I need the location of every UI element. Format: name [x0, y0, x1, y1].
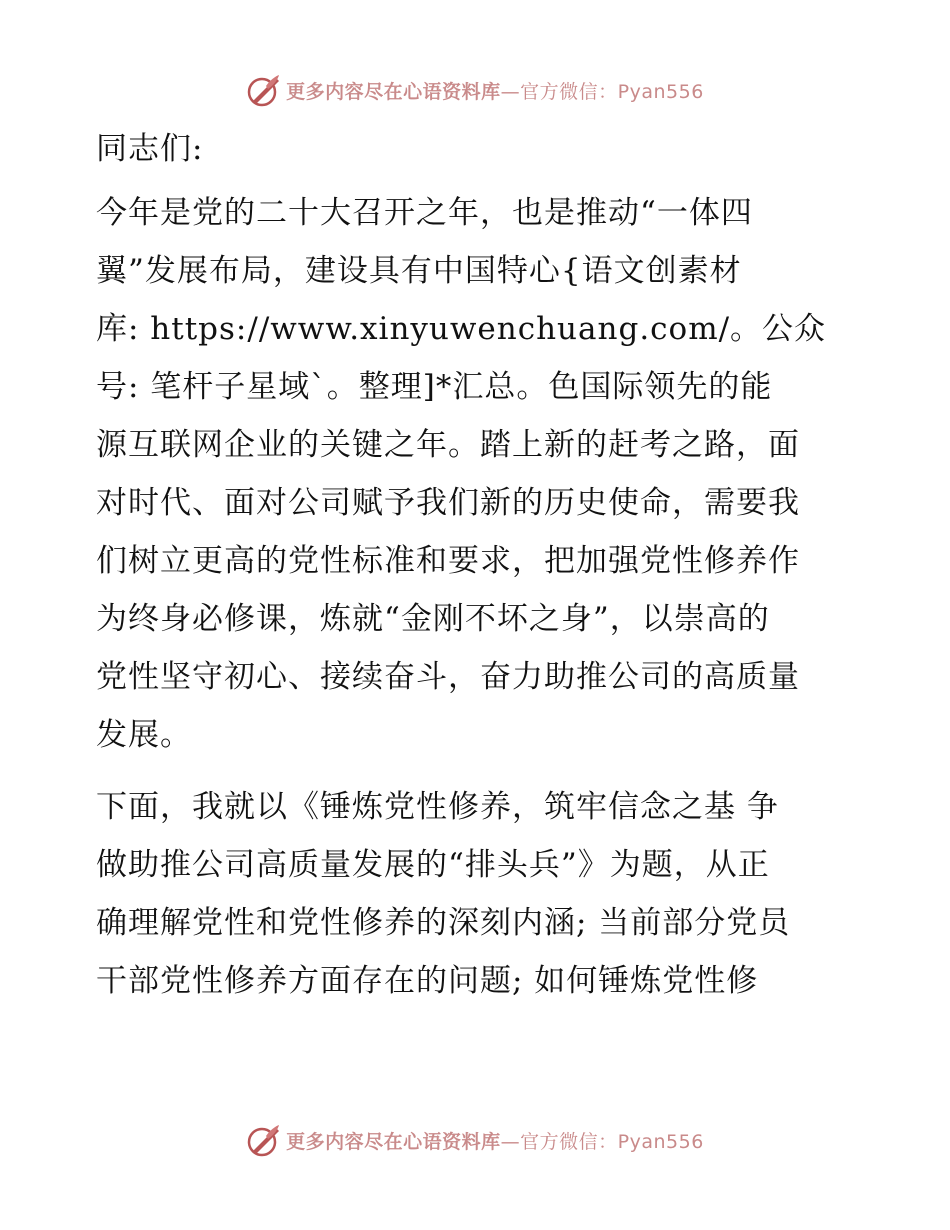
- watermark-text: [286, 77, 704, 104]
- document-body: [96, 124, 856, 1024]
- watermark-dash: —: [500, 80, 521, 103]
- paragraph-2: 下面，我就以《锤炼党性修养，筑牢信念之基 争 做助推公司高质量发展的“排头兵”》为题，从正 确理解党性和党性修养的深刻内涵; 当前部分党员 干部党性修养方面存在的问题; 如何锤炼党性修: [96, 789, 791, 999]
- watermark-text: [286, 1127, 704, 1154]
- watermark-wechat: 官方微信：Pyan556: [520, 1130, 704, 1153]
- footer-watermark: [0, 1120, 950, 1160]
- watermark-dash: —: [500, 1130, 521, 1153]
- watermark-wechat: 官方微信：Pyan556: [520, 80, 704, 103]
- paragraph-1: 今年是党的二十大召开之年，也是推动“一体四 翼”发展布局，建设具有中国特心{语文创素材 库: https://www.xinyuwenchuang.com/。公众 号: 笔杆子星域`。整理]*汇总。色国际领先的能 源互联网企业的关键之年。踏上新的赶考之路，面 对时代、面对公司赋予我们新的历史使命，需要我 们树立更高的党性标准和要求，把加强党性修养作 为终身必修课，炼就“金刚不坏之身”，以崇高的 党性坚守初心、接续奋斗，奋力助推公司的高质量 发展。: [96, 195, 827, 753]
- quill-logo-icon: [246, 72, 282, 108]
- quill-logo-icon: [246, 1122, 282, 1158]
- watermark-brand: 更多内容尽在心语资料库: [286, 80, 501, 103]
- greeting: 同志们:: [96, 131, 204, 167]
- header-watermark: [0, 70, 950, 110]
- watermark-brand: 更多内容尽在心语资料库: [286, 1130, 501, 1153]
